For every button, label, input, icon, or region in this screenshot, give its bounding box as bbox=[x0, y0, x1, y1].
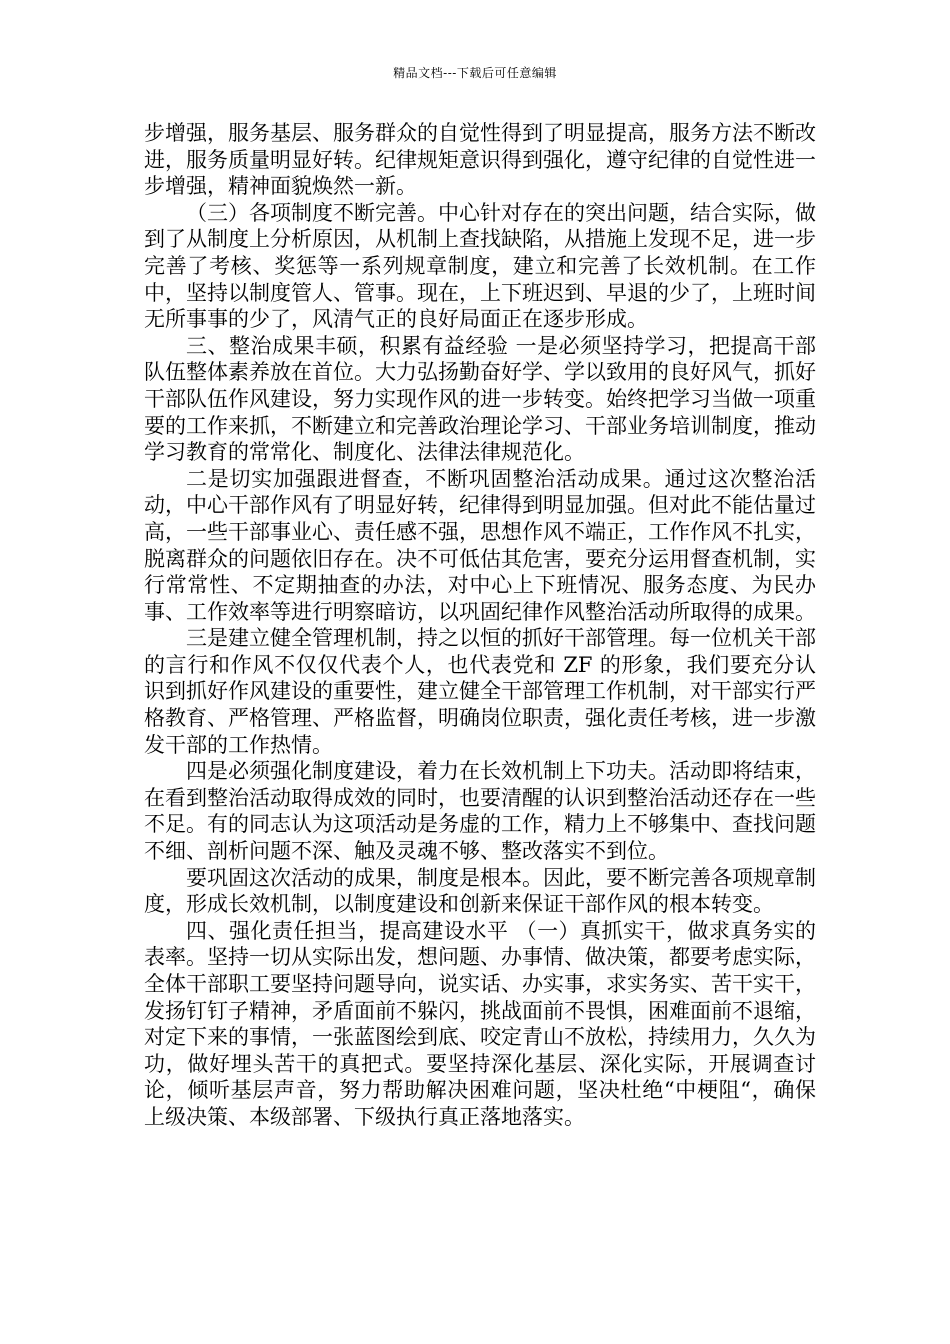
document-body bbox=[144, 120, 816, 1131]
paragraph-4: 二是切实加强跟进督查，不断巩固整治活动成果。通过这次整治活动，中心干部作风有了明显好转，纪律得到明显加强。但对此不能估量过高，一些干部事业心、责任感不强，思想作风不端正，工作作风不扎实，脱离群众的问题依旧存在。决不可低估其危害，要充分运用督查机制，实行常常性、不定期抽查的办法，对中心上下班情况、服务态度、为民办事、工作效率等进行明察暗访，以巩固纪律作风整治活动所取得的成果。 bbox=[144, 466, 816, 624]
page-header: 精品文档---下载后可任意编辑 bbox=[393, 66, 557, 80]
paragraph-6: 四是必须强化制度建设，着力在长效机制上下功夫。活动即将结束，在看到整治活动取得成效的同时，也要清醒的认识到整治活动还存在一些不足。有的同志认为这项活动是务虚的工作，精力上不够集中、查找问题不细、剖析问题不深、触及灵魂不够、整改落实不到位。 bbox=[144, 759, 816, 864]
paragraph-5: 三是建立健全管理机制，持之以恒的抓好干部管理。每一位机关干部的言行和作风不仅仅代表个人，也代表党和 ZF 的形象，我们要充分认识到抓好作风建设的重要性，建立健全干部管理工作机制，对干部实行严格教育、严格管理、严格监督，明确岗位职责，强化责任考核，进一步激发干部的工作热情。 bbox=[144, 626, 816, 757]
paragraph-2: （三）各项制度不断完善。中心针对存在的突出问题，结合实际，做到了从制度上分析原因，从机制上查找缺陷，从措施上发现不足，进一步完善了考核、奖惩等一系列规章制度，建立和完善了长效机制。在工作中，坚持以制度管人、管事。现在，上下班迟到、早退的少了，上班时间无所事事的少了，风清气正的良好局面正在逐步形成。 bbox=[144, 200, 816, 332]
paragraph-7: 要巩固这次活动的成果，制度是根本。因此，要不断完善各项规章制度，形成长效机制，以制度建设和创新来保证干部作风的根本转变。 bbox=[144, 865, 816, 917]
paragraph-8: 四、强化责任担当，提高建设水平 （一）真抓实干，做求真务实的表率。坚持一切从实际出发，想问题、办事情、做决策，都要考虑实际，全体干部职工要坚持问题导向，说实话、办实事，求实务实、苦干实干，发扬钉钉子精神，矛盾面前不躲闪，挑战面前不畏惧，困难面前不退缩，对定下来的事情，一张蓝图绘到底、咬定青山不放松，持续用力，久久为功，做好埋头苦干的真把式。要坚持深化基层、深化实际，开展调查讨论，倾听基层声音，努力帮助解决困难问题，坚决杜绝“中梗阻“，确保上级决策、本级部署、下级执行真正落地落实。 bbox=[144, 918, 816, 1129]
paragraph-3: 三、整治成果丰硕，积累有益经验 一是必须坚持学习，把提高干部队伍整体素养放在首位。大力弘扬勤奋好学、学以致用的良好风气，抓好干部队伍作风建设，努力实现作风的进一步转变。始终把学习当做一项重要的工作来抓，不断建立和完善政治理论学习、干部业务培训制度，推动学习教育的常常化、制度化、法律法律规范化。 bbox=[144, 333, 816, 465]
paragraph-1: 步增强，服务基层、服务群众的自觉性得到了明显提高，服务方法不断改进，服务质量明显好转。纪律规矩意识得到强化，遵守纪律的自觉性进一步增强，精神面貌焕然一新。 bbox=[144, 121, 816, 199]
